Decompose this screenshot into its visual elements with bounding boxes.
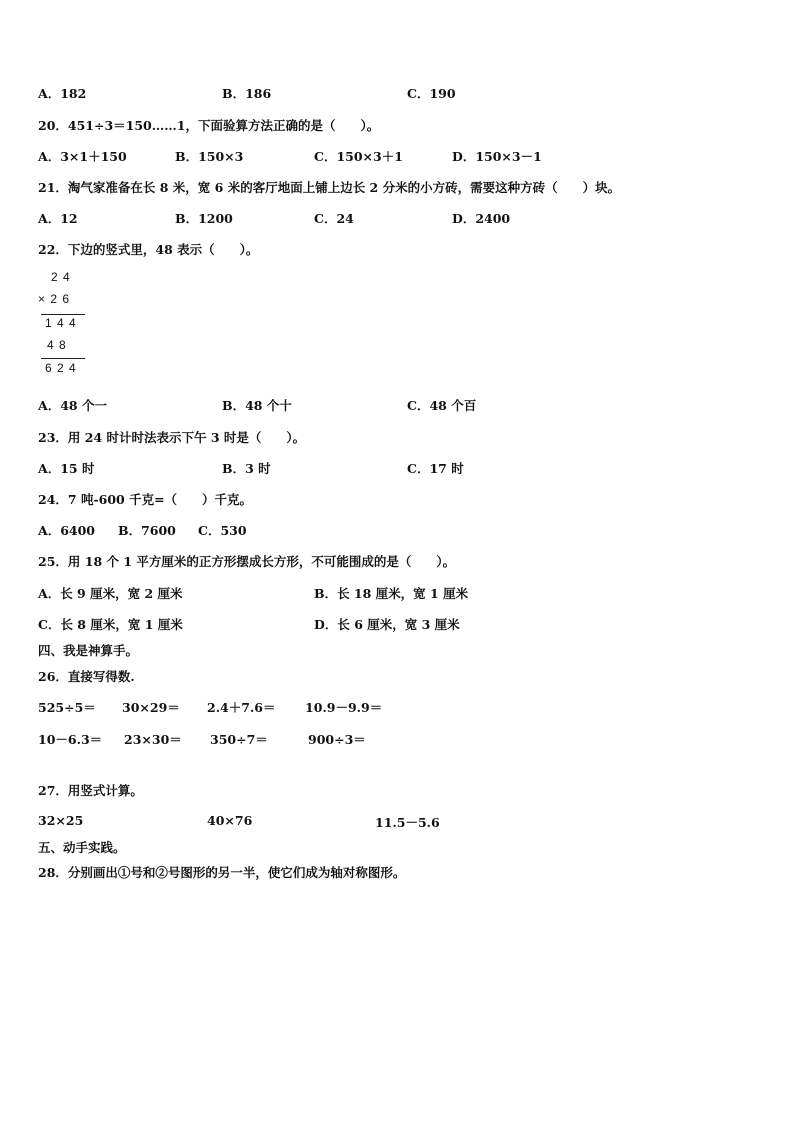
q25-option-c: C．长 8 厘米，宽 1 厘米 [38,617,183,632]
q19-option-b: B．186 [222,86,272,101]
calc-multiplier: × 2 6 [38,292,71,306]
q19-option-c: C．190 [407,86,456,101]
q26-item: 525÷5＝ [38,700,96,715]
q26-item: 30×29＝ [122,700,180,715]
q22-option-a: A．48 个一 [38,398,107,413]
question-25: 25．用 18 个 1 平方厘米的正方形摆成长方形，不可能围成的是（ ）。 [38,554,456,569]
calc-partial-2: 4 8 [47,338,67,352]
question-21: 21．淘气家准备在长 8 米，宽 6 米的客厅地面上铺上边长 2 分米的小方砖，需要这种方砖（ ）块。 [38,180,621,195]
q26-item: 900÷3＝ [308,732,366,747]
vertical-multiplication [38,268,88,380]
q27-item: 32×25 [38,813,84,828]
question-20: 20．451÷3＝150……1，下面验算方法正确的是（ ）。 [38,118,380,133]
q21-option-a: A．12 [38,211,78,226]
q20-option-a: A．3×1＋150 [38,149,127,164]
section-5-heading: 五、动手实践。 [38,840,126,855]
q25-option-d: D．长 6 厘米，宽 3 厘米 [314,617,460,632]
question-26: 26．直接写得数. [38,669,135,684]
section-4-heading: 四、我是神算手。 [38,643,139,658]
q24-option-a: A．6400 [38,523,95,538]
question-27: 27．用竖式计算。 [38,783,143,798]
calc-rule-1 [41,314,85,315]
q20-option-c: C．150×3＋1 [314,149,403,164]
question-28: 28．分别画出①号和②号图形的另一半，使它们成为轴对称图形。 [38,865,406,880]
calc-multiplicand: 2 4 [51,270,71,284]
q19-option-a: A．182 [38,86,87,101]
q23-option-b: B．3 时 [222,461,271,476]
q21-option-d: D．2400 [452,211,511,226]
q22-option-c: C．48 个百 [407,398,477,413]
q26-item: 10－6.3＝ [38,732,103,747]
question-24: 24．7 吨-600 千克=（ ）千克。 [38,492,253,507]
q20-option-d: D．150×3－1 [452,149,542,164]
q24-option-b: B．7600 [118,523,176,538]
q26-item: 2.4＋7.6＝ [207,700,276,715]
q21-option-b: B．1200 [175,211,233,226]
q23-option-a: A．15 时 [38,461,95,476]
q23-option-c: C．17 时 [407,461,464,476]
calc-partial-1: 1 4 4 [45,316,77,330]
q25-option-b: B．长 18 厘米，宽 1 厘米 [314,586,469,601]
question-23: 23．用 24 时计时法表示下午 3 时是（ ）。 [38,430,306,445]
q25-option-a: A．长 9 厘米，宽 2 厘米 [38,586,183,601]
question-22: 22．下边的竖式里，48 表示（ ）。 [38,242,259,257]
calc-product: 6 2 4 [45,361,77,375]
q26-item: 10.9－9.9＝ [305,700,383,715]
q26-item: 23×30＝ [124,732,182,747]
q27-item: 40×76 [207,813,253,828]
q24-option-c: C．530 [198,523,247,538]
q22-option-b: B．48 个十 [222,398,292,413]
q26-item: 350÷7＝ [210,732,268,747]
q21-option-c: C．24 [314,211,354,226]
q27-item: 11.5－5.6 [375,815,440,830]
calc-rule-2 [41,358,85,359]
q20-option-b: B．150×3 [175,149,244,164]
